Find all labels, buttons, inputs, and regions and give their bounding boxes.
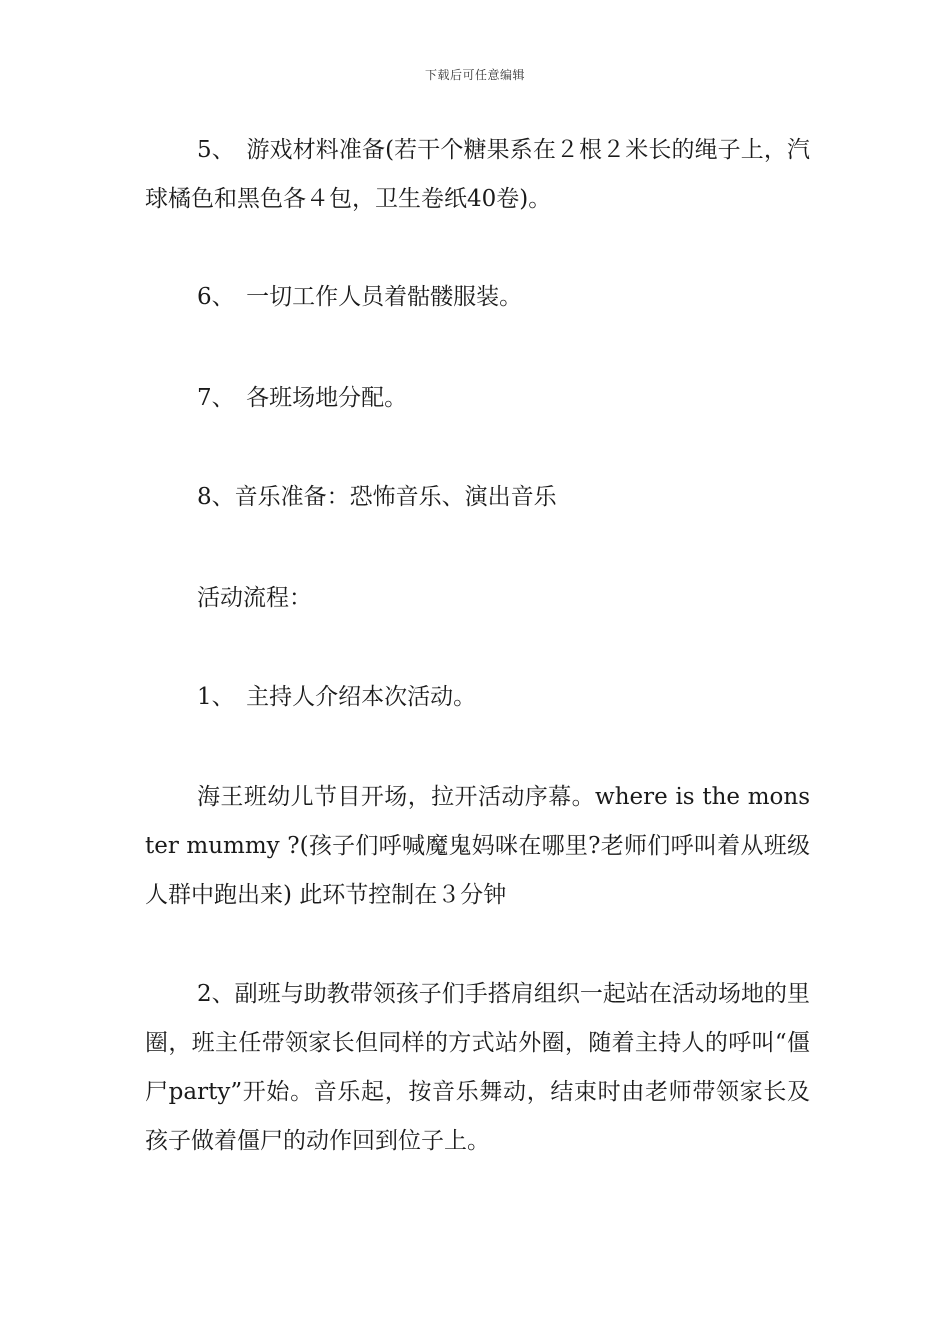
paragraph-item-6: 6、 一切工作人员着骷髅服装。 [197, 284, 523, 310]
paragraph-item-8: 8、音乐准备：恐怖音乐、演出音乐 [197, 484, 557, 510]
paragraph-item-5: 5、 游戏材料准备(若干个糖果系在２根２米长的绳子上，汽球橘色和黑色各４包，卫生卷纸40卷)。 [145, 137, 810, 212]
paragraph-opening: 海王班幼儿节目开场，拉开活动序幕。where is the monster mummy ?(孩子们呼喊魔鬼妈咪在哪里?老师们呼叫着从班级人群中跑出来) 此环节控制在３分钟 [145, 784, 810, 908]
paragraph-item-7: 7、 各班场地分配。 [197, 385, 408, 411]
section-heading: 活动流程： [197, 585, 312, 611]
paragraph-step-1: 1、 主持人介绍本次活动。 [197, 684, 477, 710]
page-header: 下载后可任意编辑 [424, 68, 525, 82]
paragraph-step-2: 2、副班与助教带领孩子们手搭肩组织一起站在活动场地的里圈，班主任带领家长但同样的方式站外圈，随着主持人的呼叫“僵尸party”开始。音乐起，按音乐舞动，结束时由老师带领家长及孩子做着僵尸的动作回到位子上。 [145, 981, 810, 1154]
